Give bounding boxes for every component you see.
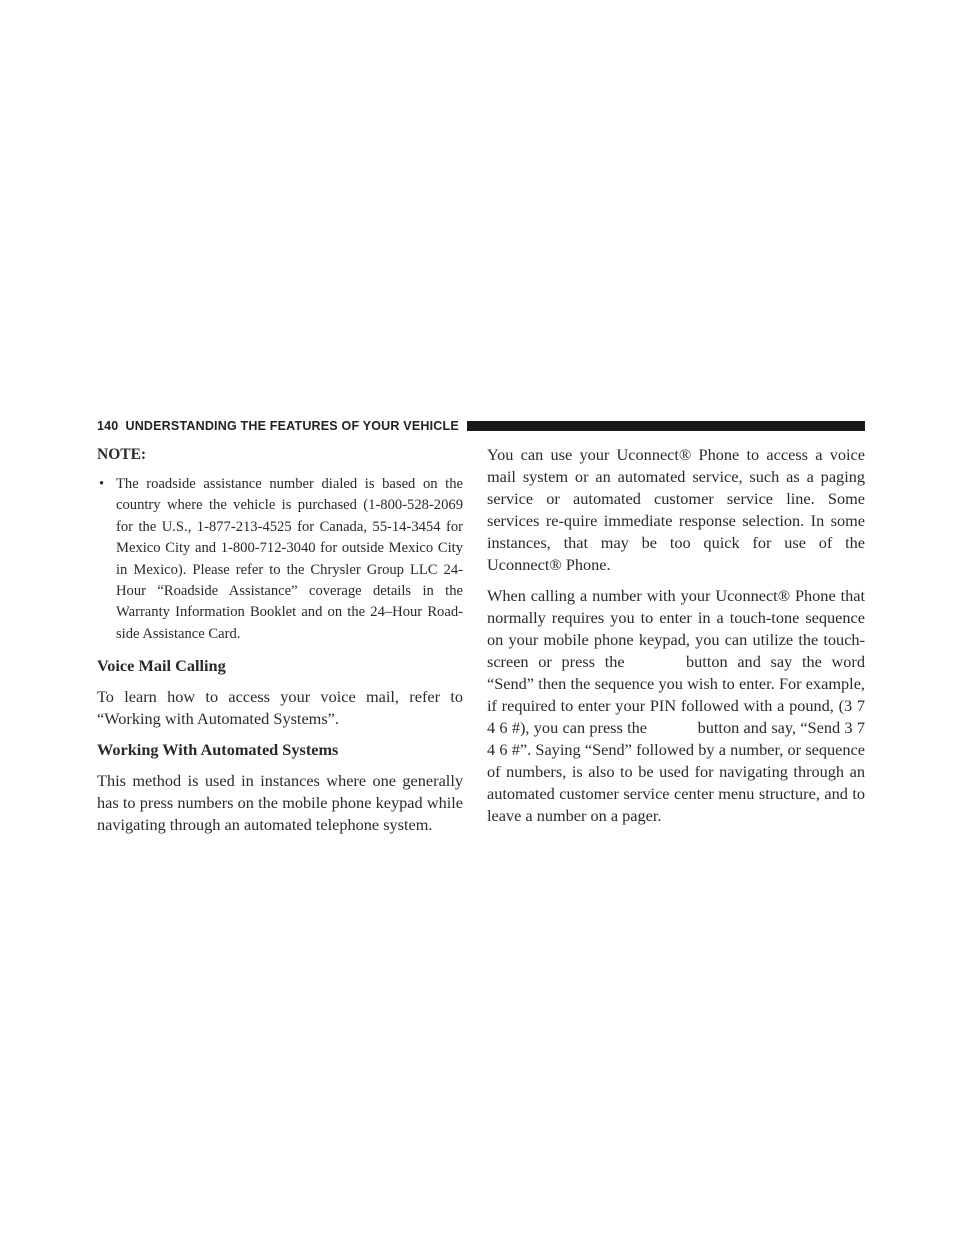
- touch-tone-text-b: button and say the word “Send” then the sequence you wish to enter. For example, if required to enter your PIN followed with a pound, (3 7 4 6 #), you can press the: [487, 652, 865, 737]
- header-rule: [467, 421, 865, 431]
- header-label: [97, 419, 459, 433]
- page-header: [97, 418, 865, 434]
- heading-automated-systems: Working With Automated Systems: [97, 740, 339, 760]
- heading-voice-mail: Voice Mail Calling: [97, 656, 226, 676]
- note-title: NOTE:: [97, 446, 147, 463]
- right-column: [487, 444, 865, 836]
- page-number: 140: [97, 419, 119, 433]
- paragraph-touch-tone: [487, 585, 865, 827]
- bullet-symbol: •: [99, 476, 105, 492]
- touch-tone-text-a: When calling a number with your Uconnect® Phone that normally requires you to enter in a touch-tone sequence on your mobile phone keypad, you can utilize the touch-screen or press the: [487, 586, 865, 671]
- touch-tone-text-c: button and say, “Send 3 7 4 6 #”. Saying “Send” followed by a number, or sequence of numbers, is also to be used for navigating through an automated customer service center menu structure, and to leave a number on a pager.: [487, 718, 865, 825]
- paragraph-automated-systems: This method is used in instances where one generally has to press numbers on the mobile phone keypad while navigating through an automated telephone system.: [97, 771, 463, 835]
- left-column: [97, 444, 463, 845]
- note-bullet: [97, 474, 463, 645]
- bullet-text: The roadside assistance number dialed is based on the country where the vehicle is purchased (1-800-528-2069 for the U.S., 1-877-213-4525 for Canada, 55-14-3454 for Mexico City and 1-800-712-3040 for outside Mexico City in Mexico). Please refer to the Chrysler Group LLC 24-Hour “Roadside Assistance” coverage details in the Warranty Information Booklet and on the 24–Hour Road-side Assistance Card.: [116, 476, 463, 642]
- paragraph-uconnect-access: You can use your Uconnect® Phone to access a voice mail system or an automated service, such as a paging service or automated customer service line. Some services re-quire immediate response selection. In some instances, that may be too quick for use of the Uconnect® Phone.: [487, 445, 865, 574]
- section-title: UNDERSTANDING THE FEATURES OF YOUR VEHICLE: [125, 419, 459, 433]
- paragraph-voice-mail: To learn how to access your voice mail, refer to “Working with Automated Systems”.: [97, 687, 463, 729]
